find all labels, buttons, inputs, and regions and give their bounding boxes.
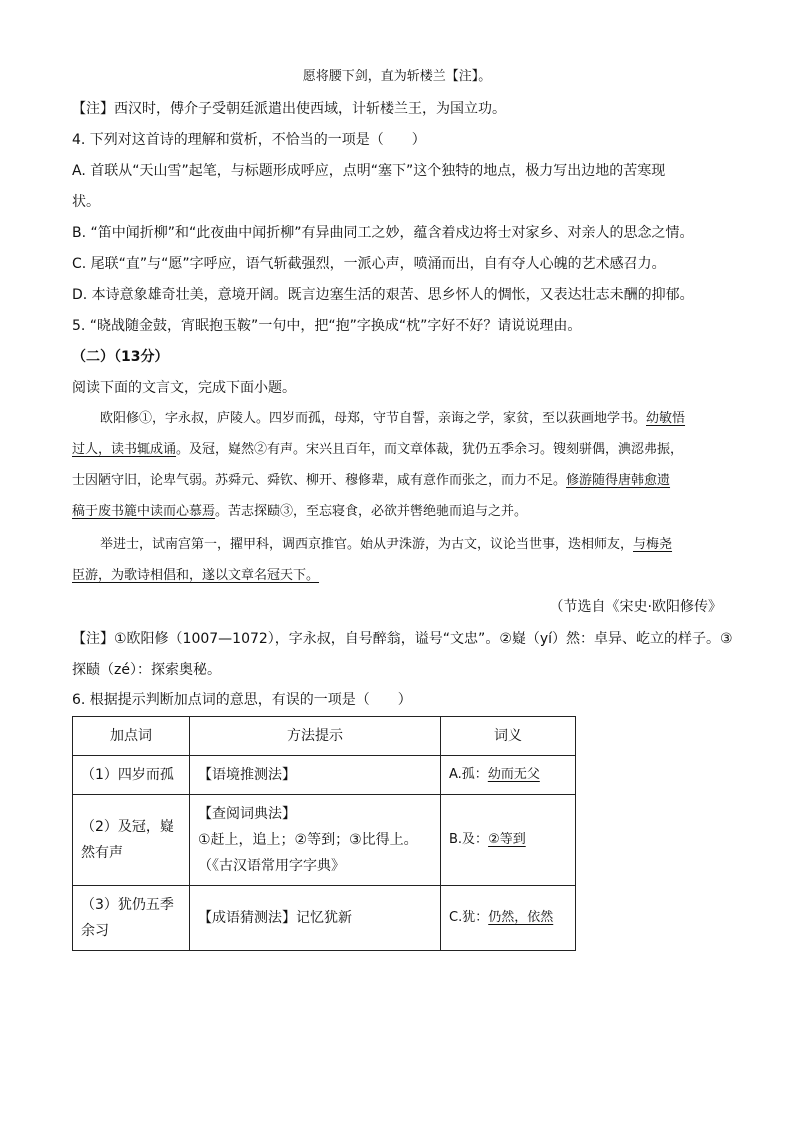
- poem-last-line: 愿将腰下剑，直为斩楼兰【注】。: [302, 69, 492, 84]
- passage-p2-line2: [72, 566, 319, 586]
- header-method: 方法提示: [190, 717, 441, 756]
- q4-option-b: B. “笛中闻折柳”和“此夜曲中闻折柳”有异曲同工之妙，蕴含着戍边将士对家乡、对亲人的思念之情。: [72, 225, 694, 241]
- row2-word: [73, 795, 190, 886]
- q6-table: [72, 716, 576, 951]
- meaning-answer: 幼而无父: [487, 767, 540, 782]
- table-row: [73, 886, 576, 951]
- meaning-answer: ②等到: [488, 832, 526, 847]
- row1-method: 【语境推测法】: [190, 756, 441, 795]
- passage-underlined: 修游随得唐韩愈遗: [566, 473, 671, 488]
- row3-meaning: [441, 886, 576, 951]
- section-instruction: 阅读下面的文言文，完成下面小题。: [72, 380, 296, 396]
- passage-underlined: 幼敏悟: [646, 411, 686, 426]
- row2-word-line1: （2）及冠，嶷: [81, 819, 174, 835]
- meaning-answer: 仍然，依然: [488, 910, 554, 925]
- passage-p1-line3: [72, 471, 670, 491]
- table-row: [73, 756, 576, 795]
- header-meaning: 词义: [441, 717, 576, 756]
- q4-option-a-line2: 状。: [72, 194, 100, 210]
- passage-underlined: 与梅尧: [633, 537, 673, 552]
- passage-p1-line1: [100, 409, 685, 429]
- meaning-label: A.孤：: [449, 767, 488, 782]
- meaning-label: C.犹：: [449, 910, 489, 925]
- passage-p1-line4: [72, 502, 527, 522]
- passage-note-line1: 【注】①欧阳修（1007—1072），字永叔，自号醉翁，谥号“文忠”。②嶷（yí）然：卓异、屹立的样子。③: [72, 631, 733, 647]
- row2-method-line1: 【查阅词典法】: [198, 806, 296, 822]
- passage-text: 。及冠，嶷然②有声。宋兴且百年，而文章体裁，犹仍五季余习。锼刻骈偶，淟涊弗振，: [176, 442, 684, 457]
- row2-meaning: [441, 795, 576, 886]
- row3-word: [73, 886, 190, 951]
- poem-note: 【注】西汉时，傅介子受朝廷派遣出使西域，计斩楼兰王，为国立功。: [72, 101, 506, 117]
- table-row: [73, 795, 576, 886]
- q4-option-d: D. 本诗意象雄奇壮美，意境开阔。既言边塞生活的艰苦、思乡怀人的惆怅，又表达壮志未酬的抑郁。: [72, 287, 694, 303]
- row1-meaning: [441, 756, 576, 795]
- row2-word-line2: 然有声: [81, 845, 123, 861]
- q4-option-c: C. 尾联“直”与“愿”字呼应，语气斩截强烈，一派心声，喷涌而出，自有夺人心魄的艺术感召力。: [72, 256, 666, 272]
- passage-text: 举进士，试南宫第一，擢甲科，调西京推官。始从尹洙游，为古文，议论当世事，迭相师友，: [100, 537, 634, 552]
- passage-text: 。苦志探赜③，至忘寝食，必欲并辔绝驰而追与之并。: [215, 504, 528, 519]
- row3-method: 【成语猜测法】记忆犹新: [190, 886, 441, 951]
- row1-word: （1）四岁而孤: [73, 756, 190, 795]
- row2-method-line2: ①赶上，追上；②等到；③比得上。: [198, 832, 418, 848]
- passage-text: 士因陋守旧，论卑气弱。苏舜元、舜钦、柳开、穆修辈，咸有意作而张之，而力不足。: [72, 473, 567, 488]
- passage-underlined: 过人，读书辄成诵: [72, 442, 177, 457]
- passage-note-line2: 探赜（zé）：探索奥秘。: [72, 662, 221, 678]
- q4-option-a-line1: A. 首联从“天山雪”起笔，与标题形成呼应，点明“塞下”这个独特的地点，极力写出边地的苦寒现: [72, 163, 666, 179]
- passage-source: （节选自《宋史·欧阳修传》: [549, 599, 722, 615]
- row2-method-line3: （《古汉语常用字字典》: [198, 858, 345, 874]
- passage-p1-line2: [72, 440, 683, 460]
- passage-underlined: 臣游，为歌诗相倡和，遂以文章名冠天下。: [72, 568, 320, 583]
- meaning-label: B.及：: [449, 832, 489, 847]
- passage-underlined: 稿于废书簏中读而心慕焉: [72, 504, 216, 519]
- q5-stem: 5. “晓战随金鼓，宵眠抱玉鞍”一句中，把“抱”字换成“枕”字好不好？请说说理由。: [72, 318, 582, 334]
- row2-method: [190, 795, 441, 886]
- q4-stem: 4. 下列对这首诗的理解和赏析，不恰当的一项是（ ）: [72, 132, 426, 148]
- row3-word-line1: （3）犹仍五季: [81, 897, 174, 913]
- table-header-row: [73, 717, 576, 756]
- passage-text: 欧阳修①，字永叔，庐陵人。四岁而孤，母郑，守节自誓，亲诲之学，家贫，至以荻画地学书。: [100, 411, 647, 426]
- section-heading: （二）（13分）: [72, 349, 169, 365]
- q6-stem: 6. 根据提示判断加点词的意思，有误的一项是（ ）: [72, 692, 412, 708]
- passage-p2-line1: [100, 535, 672, 555]
- header-word: 加点词: [73, 717, 190, 756]
- row3-word-line2: 余习: [81, 923, 109, 939]
